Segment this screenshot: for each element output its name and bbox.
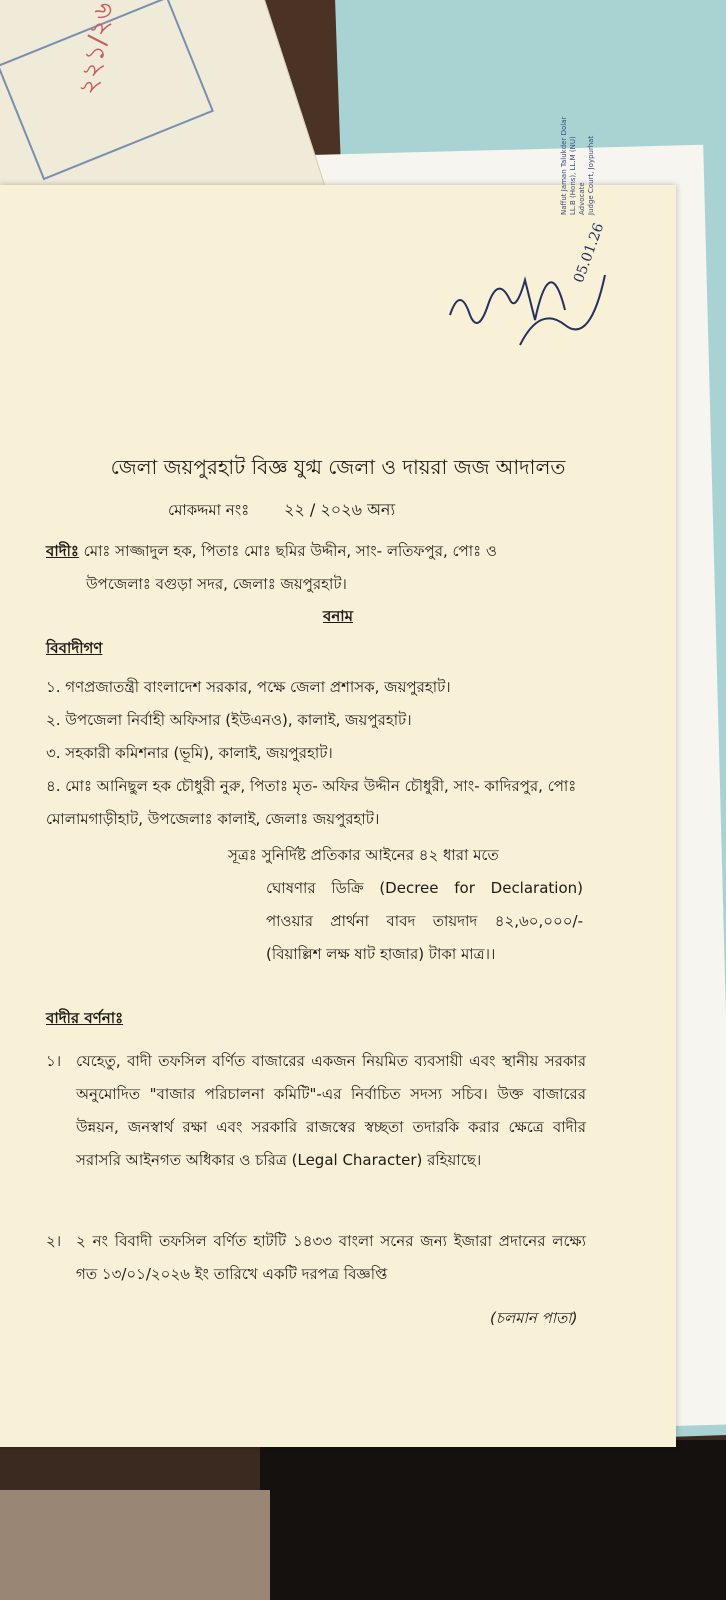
plaintiff-line-1: মোঃ সাজ্জাদুল হক, পিতাঃ মোঃ ছমির উদ্দীন, সাং- লতিফপুর, পোঃ ও [83,542,497,560]
signature-date: 05.01.26 [570,220,608,286]
dark-background [260,1440,726,1600]
source-line-1: সুনির্দিষ্ট প্রতিকার আইনের ৪২ ধারা মতে [261,846,499,864]
paragraph-number: ২। [46,1232,62,1250]
defendant-item: ৩. সহকারী কমিশনার (ভূমি), কালাই, জয়পুরহাট। [46,744,333,762]
statement-paragraph [46,1045,586,1177]
advocate-stamp [560,95,596,215]
plaintiff-line-2: উপজেলাঃ বগুড়া সদর, জেলাঃ জয়পুরহাট। [86,575,347,593]
defendants-heading: বিবাদীগণ [46,639,103,657]
versus-heading: বনাম [323,607,353,625]
advocate-court: Judge Court, Joypurhat [587,135,595,215]
advocate-title: Advocate [578,182,586,215]
file-number: ২২১/২৬ [73,0,120,98]
defendant-item: ১. গণপ্রজাতন্ত্রী বাংলাদেশ সরকার, পক্ষে জেলা প্রশাসক, জয়পুরহাট। [46,678,451,696]
case-label: মোকদ্দমা নংঃ [168,501,250,519]
table-background [0,1490,270,1600]
handwritten-signature [440,205,640,355]
source-label: সূত্রঃ [228,846,257,864]
continued-note: (চলমান পাতা) [490,1309,578,1327]
defendants-list [46,671,606,836]
paragraph-text: ২ নং বিবাদী তফসিল বর্ণিত হাটটি ১৪৩৩ বাংলা সনের জন্য ইজারা প্রদানের লক্ষ্যে গত ১৩/০১/২০২৬ ইং তারিখে একটি দরপত্র বিজ্ঞপ্তি [76,1232,586,1283]
plaintiff-label: বাদীঃ [46,542,79,560]
court-title: জেলা জয়পুরহাট বিজ্ঞ যুগ্ম জেলা ও দায়রা জজ আদালত [110,455,566,479]
paragraph-text: যেহেতু, বাদী তফসিল বর্ণিত বাজারের একজন নিয়মিত ব্যবসায়ী এবং স্থানীয় সরকার অনুমোদিত "বাজার পরিচালনা কমিটি"-এর নির্বাচিত সদস্য সচিব। উক্ত বাজারের উন্নয়ন, জনস্বার্থ রক্ষা এবং সরকারি রাজস্বের স্বচ্ছতা তদারকি করার ক্ষেত্রে বাদীর সরাসরি আইনগত অধিকার ও চরিত্র (Legal Character) রহিয়াছে। [76,1052,586,1169]
plaintiff-statement-heading: বাদীর বর্ণনাঃ [46,1009,124,1027]
case-number: ২২ / ২০২৬ অন্য [284,500,396,519]
source-block [228,839,583,971]
paragraph-number: ১। [46,1052,62,1070]
advocate-degree: LL.B (Hons), LL.M (NU) [569,136,577,215]
case-number-line [168,497,395,524]
signature-area [440,205,640,355]
plaintiff-block [46,535,606,601]
source-text: ঘোষণার ডিক্রি (Decree for Declaration) পাওয়ার প্রার্থনা বাবদ তায়দাদ ৪২,৬০,০০০/- (বিয়াল্লিশ লক্ষ ষাট হাজার) টাকা মাত্র।। [266,879,583,963]
statement-paragraph [46,1225,586,1291]
defendant-item: ২. উপজেলা নির্বাহী অফিসার (ইউএনও), কালাই, জয়পুরহাট। [46,711,412,729]
defendant-item: ৪. মোঃ আনিছুল হক চৌধুরী নুরু, পিতাঃ মৃত- অফির উদ্দীন চৌধুরী, সাং- কাদিরপুর, পোঃ মোলামগাড়ীহাট, উপজেলাঃ কালাই, জেলাঃ জয়পুরহাট। [46,777,577,828]
court-document-page [0,116,676,1447]
advocate-name: Naffut Jaman Talukder Dolar [560,116,568,215]
